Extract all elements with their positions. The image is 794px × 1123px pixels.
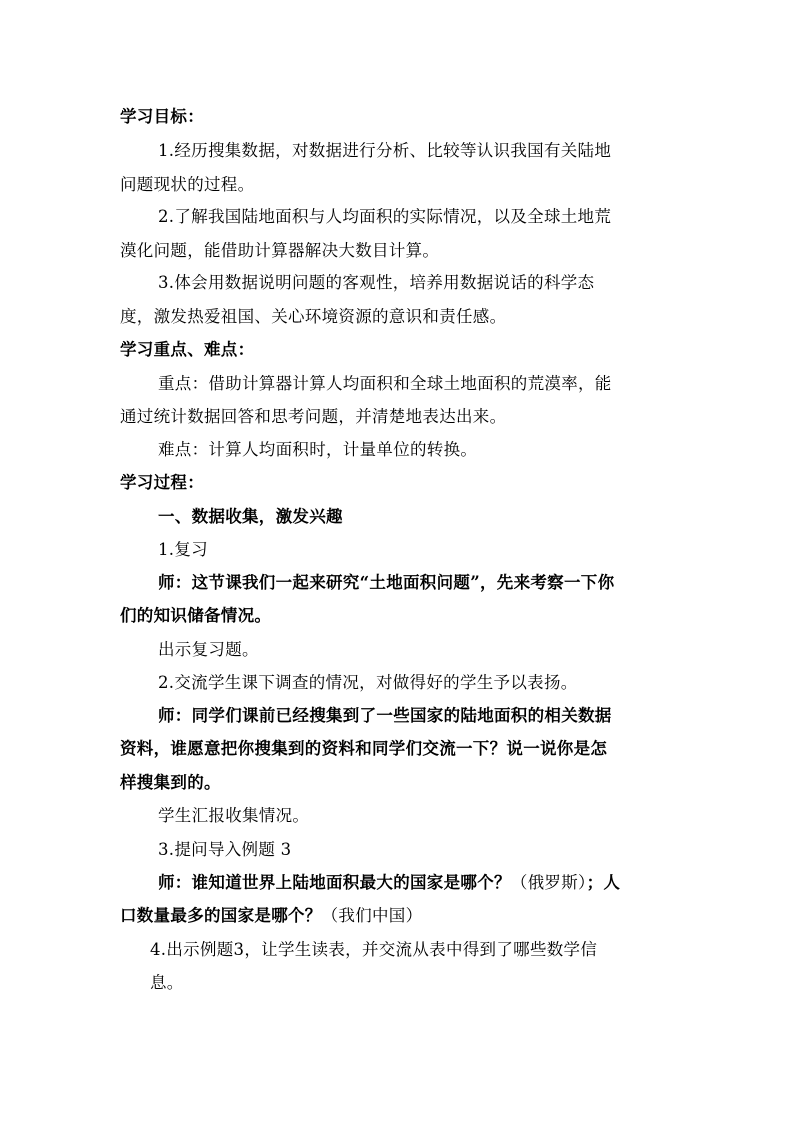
step-4-line-1: 4.出示例题3，让学生读表，并交流从表中得到了哪些数学信: [150, 940, 598, 959]
step-3-line: 3.提问导入例题 3: [158, 840, 292, 859]
objective-2-line-2: 漠化问题，能借助计算器解决大数目计算。: [120, 241, 440, 260]
objective-1-line-2: 问题现状的过程。: [120, 175, 255, 194]
student-report-line: 学生汇报收集情况。: [158, 806, 310, 825]
process-heading: 学习过程：: [120, 473, 204, 492]
objective-3-line-2: 度，激发热爱祖国、关心环境资源的意识和责任感。: [120, 307, 507, 326]
step-2-line: 2.交流学生课下调查的情况，对做得好的学生予以表扬。: [158, 673, 578, 692]
key-points-heading: 学习重点、难点：: [120, 340, 255, 359]
teacher-3-line-1: [158, 872, 620, 894]
difficulty-line: 难点：计算人均面积时，计量单位的转换。: [158, 440, 478, 459]
teacher-1-line-1: 师：这节课我们一起来研究“土地面积问题”，先来考察一下你: [158, 573, 615, 592]
objective-2-line-1: 2.了解我国陆地面积与人均面积的实际情况，以及全球土地荒: [158, 207, 612, 226]
show-review-line: 出示复习题。: [158, 640, 259, 659]
objective-3-line-1: 3.体会用数据说明问题的客观性，培养用数据说话的科学态: [158, 273, 595, 292]
objective-1-line-1: 1.经历搜集数据，对数据进行分析、比较等认识我国有关陆地: [158, 141, 612, 160]
teacher-3-line-2: [120, 905, 422, 927]
teacher-1-line-2: 们的知识储备情况。: [120, 606, 272, 625]
key-point-line-2: 通过统计数据回答和思考问题，并清楚地表达出来。: [120, 407, 507, 426]
teacher-3-continuation: ；人: [586, 873, 621, 892]
teacher-2-line-3: 样搜集到的。: [120, 773, 221, 792]
teacher-3-answer-1: （俄罗斯）: [510, 873, 587, 892]
teacher-3-answer-2: （我们中国）: [321, 906, 423, 925]
step-4-line-2: 息。: [150, 973, 184, 992]
teacher-2-line-1: 师：同学们课前已经搜集到了一些国家的陆地面积的相关数据: [158, 706, 612, 725]
teacher-3-question-1: 师：谁知道世界上陆地面积最大的国家是哪个？: [158, 873, 511, 892]
step-1-review: 1.复习: [158, 540, 208, 559]
key-point-line-1: 重点：借助计算器计算人均面积和全球土地面积的荒漠率，能: [158, 374, 612, 393]
section-1-title: 一、数据收集，激发兴趣: [158, 507, 343, 526]
teacher-2-line-2: 资料，谁愿意把你搜集到的资料和同学们交流一下？说一说你是怎: [120, 739, 608, 758]
objectives-heading: 学习目标：: [120, 107, 204, 126]
teacher-3-question-2: 口数量最多的国家是哪个？: [120, 906, 322, 925]
